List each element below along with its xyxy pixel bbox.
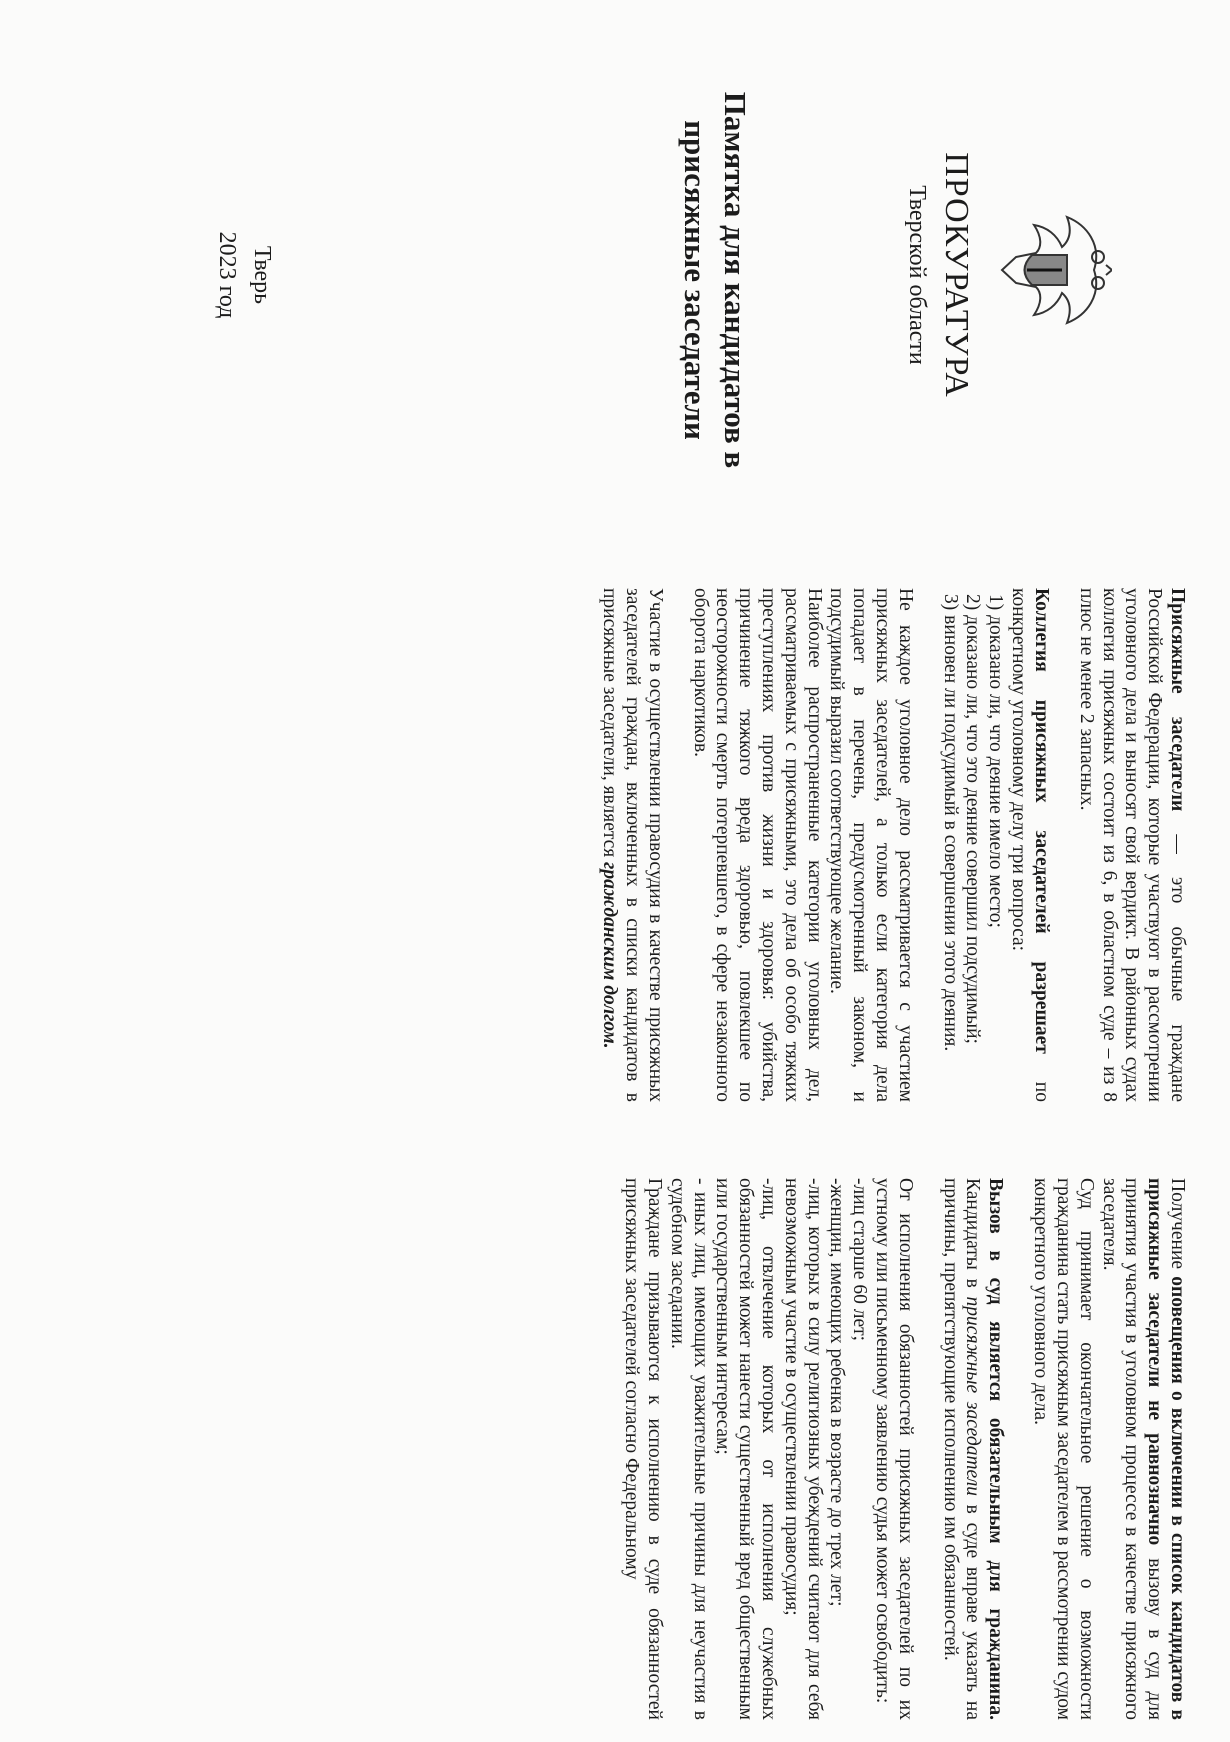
summons-start: Кандидаты в [962, 1178, 984, 1297]
exemption-item: -лиц старше 60 лет; [849, 1178, 871, 1342]
civic-duty-paragraph [597, 588, 665, 1102]
exemption-intro-paragraph: От исполнения обязанностей присяжных заседателей по их устному или письменному заявлению судья может освободить: [872, 1178, 916, 1720]
city-name: Тверь [249, 245, 275, 305]
definition-term: Присяжные заседатели [1167, 588, 1188, 812]
civic-duty-emphasis: гражданским долгом. [599, 862, 621, 1049]
questions-intro-text: по конкретному уголовному делу три вопроса: [1008, 588, 1052, 1102]
exemption-item: -лиц, которых в силу религиозных убеждений считают для себя невозможным участие в осуществлении правосудия; [780, 1178, 825, 1720]
right-panel [0, 1160, 1230, 1742]
notification-start: Получение [1167, 1178, 1188, 1277]
notification-paragraph [1097, 1178, 1188, 1720]
question-item: 3) виновен ли подсудимый в совершении этого деяния. [939, 594, 961, 1052]
court-decision-paragraph: Суд принимает окончательное решение о возможности гражданина стать присяжным заседателем в рассмотрении судом конкретного уголовного дела. [1030, 1178, 1097, 1720]
common-cases-paragraph: Наиболее распространенные категории уголовных дел, рассматриваемых с присяжными, это дела об особо тяжких преступлениях против жизни и здоровья: убийства, причинение тяжкого вреда здоровью, повлекшее по неосторожности смерть потерпевшего, в сфере незаконного оборота наркотиков. [689, 588, 825, 1102]
publication-year: 2023 год [214, 231, 240, 319]
notification-end: вызову в суд для принятия участия в уголовном процессе в качестве присяжного заседателя. [1098, 1178, 1166, 1720]
exemption-item: - иных лиц, имеющих уважительные причины для неучастия в судебном заседании. [666, 1178, 711, 1720]
prosecutor-eagle-emblem-icon [992, 205, 1112, 335]
organization-region: Тверской области [904, 185, 930, 365]
case-category-paragraph: Не каждое уголовное дело рассматривается с участием присяжных заседателей, а только если категория дела попадает в перечень, предусмотренный законом, и подсудимый выразил соответствующее желание. [826, 588, 916, 1102]
organization-name: ПРОКУРАТУРА [938, 152, 975, 398]
definition-text: — это обычные граждане Российской Федерации, которые участвуют в рассмотрении уголовного дела и выносят свой вердикт. В районных судах коллегия присяжных состоит из 6, в областном суде – из 8 плюс не менее 2 запасных. [1075, 588, 1188, 1102]
federal-law-paragraph: Граждане призываются к исполнению в суде обязанностей присяжных заседателей согласно Федеральному [621, 1178, 665, 1720]
definition-paragraph [1074, 588, 1188, 1102]
civic-duty-text: Участие в осуществлении правосудия в качестве присяжных заседателей граждан, включенных в списки кандидатов в присяжные заседатели, является [599, 588, 666, 1102]
summons-paragraph [938, 1178, 1006, 1720]
questions-intro-paragraph [1006, 588, 1052, 1102]
summons-bold: Вызов в суд является обязательным для гражданина. [985, 1178, 1007, 1720]
summons-italic: присяжные заседатели [962, 1296, 984, 1496]
question-item: 2) доказано ли, что это деяние совершил подсудимый; [962, 594, 984, 1044]
middle-panel [0, 580, 1230, 1140]
exemption-item: -женщин, имеющих ребенка в возрасте до трех лет; [826, 1178, 848, 1607]
summons-end: в суде вправе указать на причины, препятствующие исполнению им обязанностей. [939, 1178, 984, 1720]
questions-intro-bold: Коллегия присяжных заседателей разрешает [1030, 588, 1052, 1054]
question-item: 1) доказано ли, что деяние имело место; [985, 594, 1007, 928]
memo-title: Памятка для кандидатов в присяжные заседатели [677, 91, 753, 469]
exemption-item: -лиц, отвлечение которых от исполнения служебных обязанностей может нанести существенный вред общественным или государственным интересам; [712, 1178, 779, 1720]
notification-bold: оповещения о включении в список кандидатов в присяжные заседатели не равнозначно [1144, 1178, 1188, 1720]
cover-panel [0, 0, 1230, 560]
